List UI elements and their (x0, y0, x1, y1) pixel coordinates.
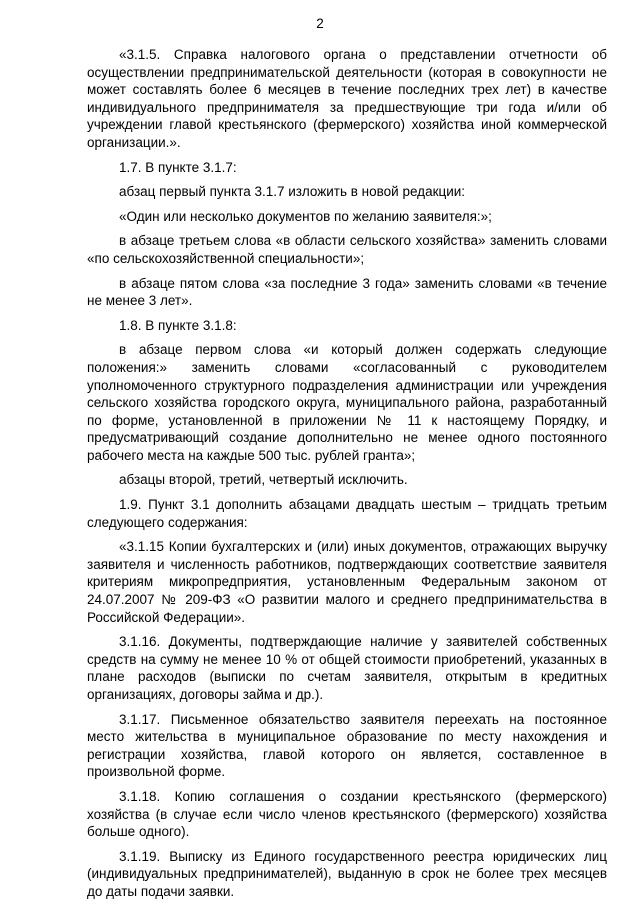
paragraph-1-8-heading: 1.8. В пункте 3.1.8: (119, 317, 237, 333)
paragraph-1-8-exclude: абзацы второй, третий, четвертый исключить. (119, 472, 408, 488)
paragraph-1-7-fifth-abzac: в абзаце пятом слова «за последние 3 года» заменить словами «в течение не менее 3 лет». (87, 275, 607, 309)
paragraph-1-8-first-abzac: в абзаце первом слова «и который должен содержать следующие положения:» заменить словами «согласованный с руководителем уполномоченного структурного подразделения администрации или учреждения сельского хозяйства городского округа, муниципального района, разработанный по форме, установленной в приложении № 11 к настоящему Порядку, и предусматривающий создание дополнительно не менее одного постоянного рабочего места на каждые 500 тыс. рублей гранта»; (87, 342, 607, 463)
document-body (87, 46, 607, 908)
paragraph-1-9-heading: 1.9. Пункт 3.1 дополнить абзацами двадцать шестым – тридцать третьим следующего содержания: (87, 497, 607, 530)
paragraph-3-1-19: 3.1.19. Выписку из Единого государственного реестра юридических лиц (индивидуальных предпринимателей), выданную в срок не более трех месяцев до даты подачи заявки. (87, 848, 607, 899)
paragraph-1-7-new-wording: «Один или несколько документов по желанию заявителя:»; (119, 208, 492, 224)
paragraph-1-7-heading: 1.7. В пункте 3.1.7: (119, 159, 237, 175)
paragraph-1-7-first-abzac: абзац первый пункта 3.1.7 изложить в новой редакции: (119, 184, 466, 200)
page-number: 2 (316, 16, 324, 31)
paragraph-3-1-5: «3.1.5. Справка налогового органа о представлении отчетности об осуществлении предпринимательской деятельности (которая в совокупности не может составлять более 6 месяцев в течение последних трех лет) в качестве индивидуального предпринимателя за предшествующие три года и/или об учреждении главой крестьянского (фермерского) хозяйства иной коммерческой организации.». (87, 47, 607, 150)
paragraph-1-7-third-abzac: в абзаце третьем слова «в области сельского хозяйства» заменить словами «по сельскохозяйственной специальности»; (87, 233, 607, 266)
paragraph-3-1-16: 3.1.16. Документы, подтверждающие наличие у заявителей собственных средств на сумму не менее 10 % от общей стоимости приобретений, указанных в плане расходов (выписки по счетам заявителя, открытым в кредитных организациях, договоры займа и др.). (87, 634, 607, 702)
paragraph-3-1-17: 3.1.17. Письменное обязательство заявителя переехать на постоянное место жительства в муниципальное образование по месту нахождения и регистрации хозяйства, главой которого он является, составленное в произвольной форме. (87, 711, 607, 780)
paragraph-3-1-15: «3.1.15 Копии бухгалтерских и (или) иных документов, отражающих выручку заявителя и численность работников, подтверждающих соответствие заявителя критериям микропредприятия, установленным Федеральным законом от 24.07.2007 № 209-ФЗ «О развитии малого и среднего предпринимательства в Российской Федерации». (87, 539, 607, 625)
paragraph-3-1-18: 3.1.18. Копию соглашения о создании крестьянского (фермерского) хозяйства (в случае если число членов крестьянского (фермерского) хозяйства больше одного). (87, 788, 607, 840)
